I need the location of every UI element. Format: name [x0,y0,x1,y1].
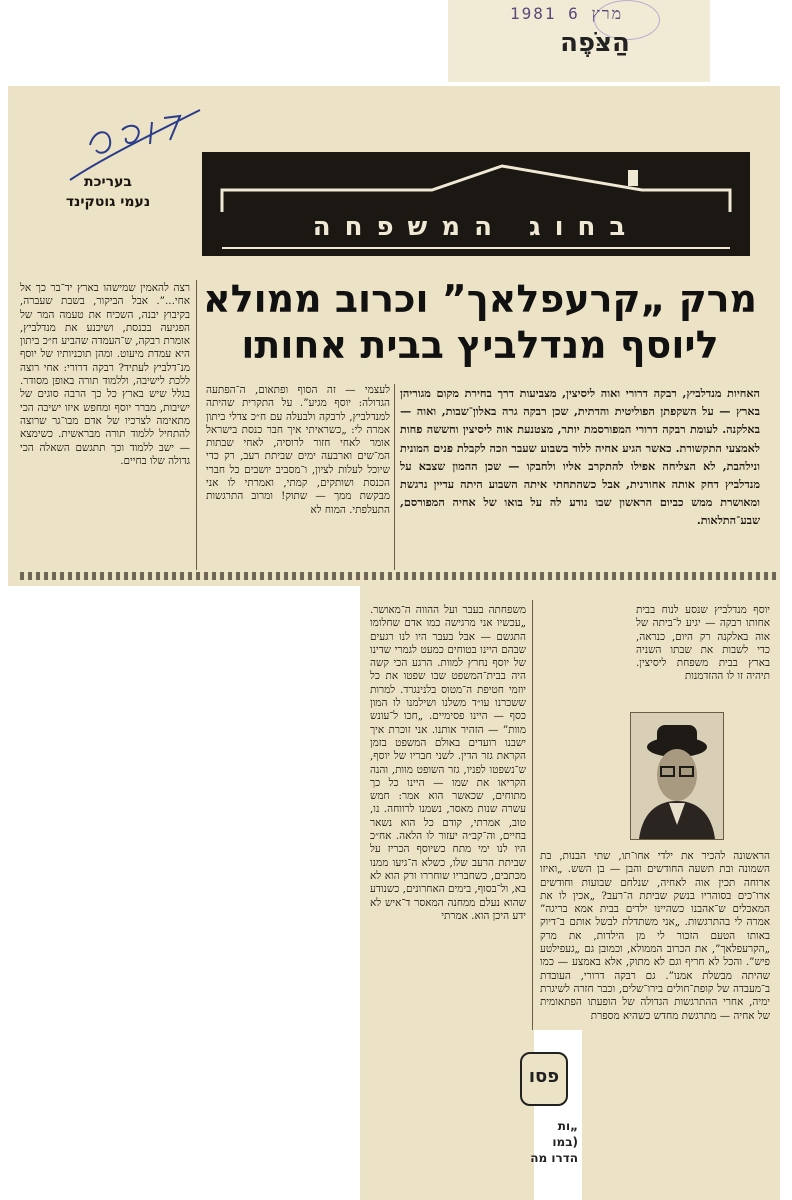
sidebar-box-fragment: פסו [520,1052,568,1106]
article-column-middle-bottom: משפחתה בעבר ועל ההווה ה־מאושר. „עכשיו אני מרגישה כמו אדם שחלומו התגשם — אבל בעבר היו לנו רגעים שבהם היינו בטוחים כמעט לגמרי שדינו של יוסף נחרץ למוות. הרגע הכי קשה היה בבית־המשפט שבו שפטו את כל יוזמי חטיפת ה־מטוס בלנינגרד. למרות ששכרנו עו״ד משלנו ושילמנו לו המון כסף — היינו פסימיים. „חכו ל־עונש מוות” — הזהיר אותנו. אני זוכרת איך ישבנו רועדים באולם המשפט בזמן הקראת גזר הדין. לשני חבריו של יוסף, ש־נשפטו לפניו, גזר השופט מוות, והנה הקריאו את שמו — היינו כל כך מתוחים, שכאשר הוא אמר: חמש עשרה שנות מאסר, נשמנו לרווחה. נו, טוב, אמרתי, קודם כל הוא נשאר בחיים, וה־קב״ה יעזור לו הלאה. אח״כ היו לנו ימי מתח כשיוסף הכריז על שביתת הרעב שלו, כשלא ה־גיעו ממנו מכתבים, כשחבריו שוחררו ורק הוא לא בא, ול־בסוף, בימים האחרונים, כשנודע שהוא נעלם ממחנה המאסר ד־איש לא ידע היכן הוא. אמרתי [370,604,526,922]
portrait-icon [631,713,723,839]
newspaper-masthead: הַצֹּפֶה [560,28,630,58]
column-rule [394,384,395,570]
article-column-right-top: יוסף מנדלביץ שנסע לנוח בבית אחותו רבקה — יגיע ל־ביתה של אוה באלקנה רק היום, כנראה, כדי לשבות את שבתו השניה בארץ בבית משפחת ליסיצין. תיהיה זו לו ההזדמנות [636,604,770,683]
column-rule [532,600,533,1030]
byline-editor: נעמי גוטקינד [65,194,151,210]
article-column-middle-top: לעצמי — זה הסוף ופתאום, ה־הפתעה הגדולה: יוסף מגיע”. על התקרית שהיתה למנדלביץ, לרבקה ולבעלה עם ח״כ צדלי ביתון אמרה לי: „כשראיתי איך חבר כנסת בישראל אומר לאחי חזור לרוסיה, לאחי שבתות המ־שים וארבעה ימים שביתת רעב, רק כדי שיוכל לעלות לציון, ו־מסביב יושבים כל חברי הכנסת ושותקים, קמתי, ואמרתי לו אני מבקשת ממך — שתוק! ומרוב התרגשות התעלפתי. המוח לא [206,384,390,516]
article-column-left: רצה להאמין שמישהו בארץ יד־בר כך אל אחי...”. אבל הביקור, בשבת שעברה, בקיבוץ יבנה, השכיח את טעמה המר של הפגיעה בכנסת, ושיכנע את מנדלביץ, אומרת רבקה, ש־העמדה שהביע ח״כ ביתון היא עמדת מיעוט. ומהן תוכניותיו של יוסף מנ־דלביץ לעתיד? רבקה דרורי: אחי רוצה ללכת לישיבה, וללמוד תורה באופן מסודר. בגלל שיש בארץ כל כך הרבה סוגים של ישיבות, מברר יוסף ומחפש איזו ישיבה הכי מתאימה לצרכיו של אדם מבו־גר שרוצה להתחיל ללמוד תורה מבראשית. כשימצא — ישב ללמוד וכך תתגשם השאלה הכי גדולה שלו בחיים. [20,282,190,467]
date-stamp: 1981 6 מרץ [510,4,624,23]
section-title: בחוג המשפחה [312,212,640,242]
lead-paragraph: האחיות מנדלביץ, רבקה דרורי ואוה ליסיצין, מצביעות דרך בחירת מקום מגוריהן בארץ — על השקפתן הפוליטית והדתית, שכן רבקה גרה באלון־שבות, ואוה — באלקנה. לעומת רבקה דרורי המפורסמת יותר, מצטנעת אוה ליסיצין וחששה פחות לאמצעי התקשורת. כאשר הגיע אחיה ללוד בשבוע שעבר וזכה לקבלת פנים המונית ונילהבת, לא הצליחה אפילו להתקרב אליו ולחבקו — שכן ההמון שצבא על מנדלביץ דחק אותה אחורנית, אבל כשהתחתי איתה השבוע היתה עדיין נרגשת ומאושרת ממש כביום הראשון שבו נודע לה על בואו של אחיה המפורסם, שבע־התלאות. [400,386,760,528]
headline-line-1: מרק „קרעפלאך” וכרוב ממולא [202,277,758,321]
byline [28,172,188,212]
section-banner [202,152,750,256]
byline-label: בעריכת [84,174,132,190]
section-divider [20,572,776,580]
sidebar-text-fragment: „ות (במו הדרו מה [530,1119,578,1165]
column-rule [196,280,197,570]
article-column-right-bottom: הראשונה להכיר את ילדי אחו־תו, שתי הבנות, בת השמונה ובת תשעה החודשים והבן — בן השש. „ואיזו ארוחה תכין אוה לאחיה, שנלחם שבועות וחודשים ארו־כים בסוהריו בנשק שביתת ה־רעב? „אכין לו את המאכלים ש־אהבנו כשהיינו ילדים בבית אמא בריגה” אמרה לי בהתרגשות. „אני משתדלת לבשל אותם ב־דיוק באותו הטעם הזכור לי מן הילדות, את מרק „הקרעפלאך”, את הכרוב הממולא, וכמובן גם „געפילטע פיש”. והכל לא חריף וגם לא מתוק, אלא באמצע — כמו שהיתה מבשלת אמנו”. גם רבקה דרורי, העובדת ב־מעבדה של קופת־חולים בירו־שלים, וכבר חזרה לשיגרת ימיה, אחרי ההתרגשות הגדולה של הופעתו הפתאומית של אחיה — מתרגשת מחדש כשהיא מספרת [540,850,770,1022]
headline-line-2: ליוסף מנדלביץ בבית אחותו [241,323,719,367]
article-headline [196,276,764,368]
portrait-photo [630,712,724,840]
